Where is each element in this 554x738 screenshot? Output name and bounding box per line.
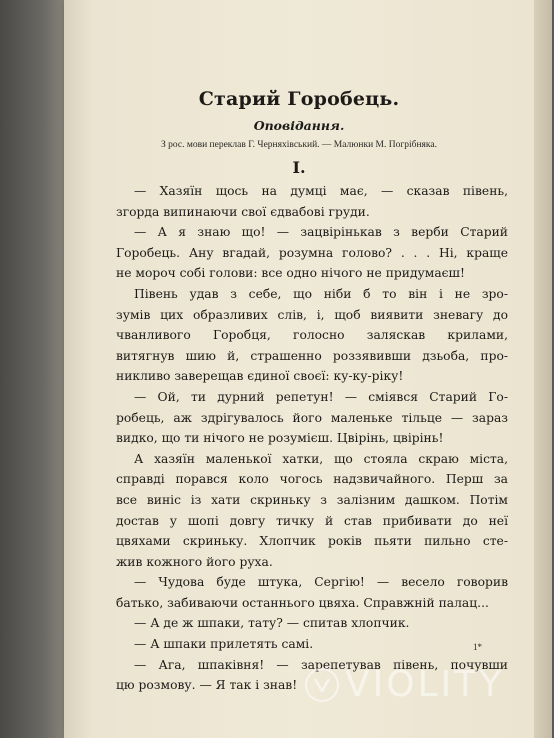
page-number: 1*	[473, 642, 482, 652]
text-line: — Ага, шпаківня! — зарепетував півень, почувши	[134, 657, 508, 672]
story-title: Старий Горобець.	[198, 88, 400, 110]
story-subtitle: Оповідання.	[253, 118, 345, 133]
chapter-heading: І.	[292, 158, 306, 177]
text-line: згорда випинаючи свої єдвабові груди.	[116, 204, 370, 219]
text-line: робець, аж здрігувалось його маленьке тільце — зараз	[116, 410, 508, 425]
watermark	[305, 664, 504, 705]
text-line: все виніс із хати скриньку з залізним дашком. Потім	[116, 492, 508, 507]
book-spine-shadow	[0, 0, 70, 738]
text-line: витягнув шию й, страшенно роззявивши дзьоба, про-	[116, 348, 508, 363]
story-credits: З рос. мови переклав Г. Черняхівський. — Малюнки М. Погрібняка.	[161, 140, 437, 150]
text-line: — Чудова буде штука, Сергію! — весело говорив	[134, 575, 508, 590]
text-line: чванливого Горобця, голосно заляскав крилами,	[116, 328, 508, 343]
text-line: — Ой, ти дурний репетун! — сміявся Старий Го-	[134, 389, 508, 404]
text-line: цю розмову. — Я так і знав!	[116, 678, 298, 693]
text-line: — А де ж шпаки, тату? — спитав хлопчик.	[134, 616, 410, 631]
text-line: достав у шопі довгу тичку й став прибивати до неї	[116, 513, 508, 528]
text-line: А хазяїн маленької хатки, що стояла скраю міста,	[134, 451, 508, 466]
text-line: жив кожного його руха.	[116, 554, 273, 569]
text-line: Півень удав з себе, що ніби б то він і не зро-	[134, 286, 508, 301]
text-line: видко, що ти нічого не розумієш. Цвірінь, цвірінь!	[116, 431, 444, 446]
text-line: батько, забиваючи останнього цвяха. Справжній палац...	[116, 595, 489, 610]
text-line: цвяхами скриньку. Хлопчик років пьяти пильно сте-	[116, 534, 508, 549]
text-line: — А я знаю що! — зацвірінькав з верби Старий	[134, 225, 508, 240]
text-line: справді порався коло чогось надзвичайного. Перш за	[116, 472, 508, 487]
text-line: зумів цих образливих слів, і, щоб виявити зневагу до	[116, 307, 508, 322]
text-line: Горобець. Ану вгадай, розумна голово? . . . Ні, краще	[116, 245, 508, 260]
page-edge	[534, 0, 552, 738]
book-page	[64, 0, 534, 738]
watermark-text: VIOLITY	[345, 664, 505, 705]
text-line: — Хазяїн щось на думці має, — сказав півень,	[134, 184, 508, 198]
story-text	[116, 181, 508, 696]
violity-logo-icon	[305, 668, 339, 702]
text-line: никливо заверещав єдиної своєї: ку-ку-ріку!	[116, 369, 404, 384]
text-line: — А шпаки прилетять самі.	[134, 637, 314, 652]
text-line: не мороч собі голови: все одно нічого не придумаєш!	[116, 266, 465, 281]
